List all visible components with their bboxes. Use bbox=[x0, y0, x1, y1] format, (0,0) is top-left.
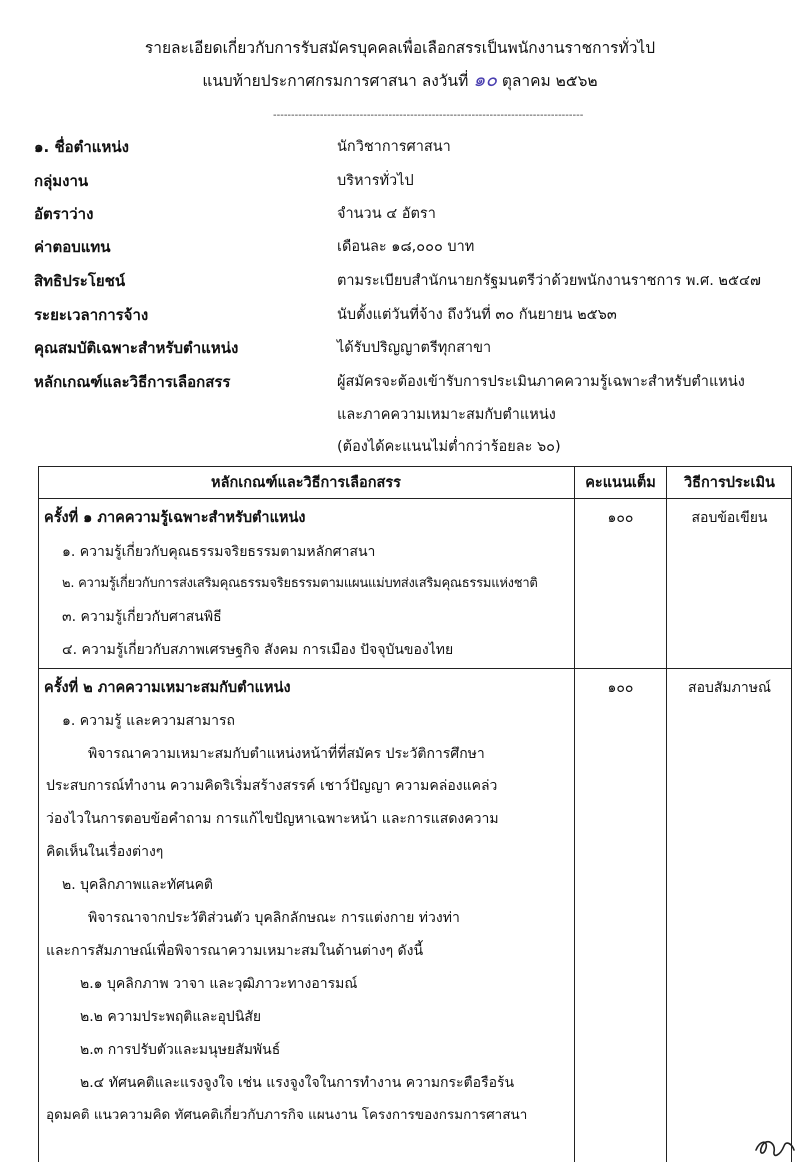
info-row-position bbox=[34, 132, 794, 162]
info-row-pay bbox=[34, 232, 794, 262]
position-value: นักวิชาการศาสนา bbox=[337, 139, 451, 155]
table-header-bottom-rule bbox=[38, 498, 792, 499]
info-row-criteria bbox=[34, 367, 794, 397]
section2-line: ๒.๒ ความประพฤติและอุปนิสัย bbox=[80, 1009, 262, 1025]
document-subtitle bbox=[0, 70, 800, 91]
benefit-value: ตามระเบียบสำนักนายกรัฐมนตรีว่าด้วยพนักงานราชการ พ.ศ. ๒๕๔๗ bbox=[337, 273, 761, 289]
pay-label: ค่าตอบแทน bbox=[34, 238, 111, 256]
vacancy-label: อัตราว่าง bbox=[34, 205, 94, 223]
group-value: บริหารทั่วไป bbox=[337, 173, 414, 189]
section1-method: สอบข้อเขียน bbox=[691, 510, 768, 526]
section2-line: ๒. บุคลิกภาพและทัศนคติ bbox=[62, 877, 214, 893]
section2-line: ๑. ความรู้ และความสามารถ bbox=[62, 713, 236, 729]
section2-line: และการสัมภาษณ์เพื่อพิจารณาความเหมาะสมในด้านต่างๆ ดังนี้ bbox=[46, 943, 424, 959]
info-row-benefit bbox=[34, 266, 794, 296]
subtitle-suffix: ตุลาคม ๒๕๖๒ bbox=[496, 72, 598, 90]
section2-line: พิจารณาความเหมาะสมกับตำแหน่งหน้าที่ที่สมัคร ประวัติการศึกษา bbox=[88, 746, 485, 762]
group-label: กลุ่มงาน bbox=[34, 172, 89, 190]
section2-line: ๒.๓ การปรับตัวและมนุษยสัมพันธ์ bbox=[80, 1042, 281, 1058]
table-section-rule bbox=[38, 668, 792, 669]
handwritten-initials-mark bbox=[752, 1132, 796, 1162]
vacancy-value: จำนวน ๔ อัตรา bbox=[337, 206, 436, 222]
section2-line: ๒.๑ บุคลิกภาพ วาจา และวุฒิภาวะทางอารมณ์ bbox=[80, 976, 358, 992]
section2-title: ครั้งที่ ๒ ภาคความเหมาะสมกับตำแหน่ง bbox=[44, 680, 291, 696]
table-divider-score bbox=[574, 466, 575, 1162]
section2-line: พิจารณาจากประวัติส่วนตัว บุคลิกลักษณะ การแต่งกาย ท่วงท่า bbox=[88, 910, 460, 926]
column-header-method: วิธีการประเมิน bbox=[684, 475, 775, 491]
column-header-criteria: หลักเกณฑ์และวิธีการเลือกสรร bbox=[211, 475, 401, 491]
pay-value: เดือนละ ๑๘,๐๐๐ บาท bbox=[337, 239, 475, 255]
table-divider-method bbox=[666, 466, 667, 1162]
column-header-score: คะแนนเต็ม bbox=[585, 475, 656, 491]
qualification-label: คุณสมบัติเฉพาะสำหรับตำแหน่ง bbox=[34, 339, 239, 357]
section2-score: ๑๐๐ bbox=[607, 680, 634, 696]
info-row-period bbox=[34, 300, 794, 330]
benefit-label: สิทธิประโยชน์ bbox=[34, 272, 126, 290]
section1-item: ๒. ความรู้เกี่ยวกับการส่งเสริมคุณธรรมจริยธรรมตามแผนแม่บทส่งเสริมคุณธรรมแห่งชาติ bbox=[62, 576, 538, 591]
section1-item: ๑. ความรู้เกี่ยวกับคุณธรรมจริยธรรมตามหลักศาสนา bbox=[62, 544, 376, 560]
period-label: ระยะเวลาการจ้าง bbox=[34, 306, 149, 324]
section2-line: อุดมคติ แนวความคิด ทัศนคติเกี่ยวกับภารกิจ แผนงาน โครงการของกรมการศาสนา bbox=[46, 1107, 528, 1123]
section2-method: สอบสัมภาษณ์ bbox=[688, 680, 771, 696]
criteria-value-line-2: และภาคความเหมาะสมกับตำแหน่ง bbox=[337, 407, 556, 423]
criteria-value: ผู้สมัครจะต้องเข้ารับการประเมินภาคความรู้เฉพาะสำหรับตำแหน่ง bbox=[337, 374, 745, 390]
section1-title: ครั้งที่ ๑ ภาคความรู้เฉพาะสำหรับตำแหน่ง bbox=[44, 510, 306, 526]
header-divider: -------------------------------------------------------------------------------------- bbox=[273, 110, 584, 121]
section2-line: ประสบการณ์ทำงาน ความคิดริเริ่มสร้างสรรค์ เชาว์ปัญญา ความคล่องแคล่ว bbox=[46, 778, 498, 794]
section2-line: คิดเห็นในเรื่องต่างๆ bbox=[46, 844, 164, 860]
criteria-value-line-3: (ต้องได้คะแนนไม่ต่ำกว่าร้อยละ ๖๐) bbox=[337, 439, 561, 455]
handwritten-day: ๑๐ bbox=[473, 69, 497, 91]
position-label: ๑. ชื่อตำแหน่ง bbox=[34, 138, 129, 156]
subtitle-prefix: แนบท้ายประกาศกรมการศาสนา ลงวันที่ bbox=[202, 72, 474, 90]
section2-line: ว่องไวในการตอบข้อคำถาม การแก้ไขปัญหาเฉพาะหน้า และการแสดงความ bbox=[46, 811, 499, 827]
section2-line: ๒.๔ ทัศนคติและแรงจูงใจ เช่น แรงจูงใจในการทำงาน ความกระตือรือร้น bbox=[80, 1075, 515, 1091]
section1-item: ๔. ความรู้เกี่ยวกับสภาพเศรษฐกิจ สังคม การเมือง ปัจจุบันของไทย bbox=[62, 642, 454, 658]
period-value: นับตั้งแต่วันที่จ้าง ถึงวันที่ ๓๐ กันยายน ๒๕๖๓ bbox=[337, 307, 617, 323]
info-row-qualification bbox=[34, 333, 794, 363]
section1-item: ๓. ความรู้เกี่ยวกับศาสนพิธี bbox=[62, 609, 222, 625]
qualification-value: ได้รับปริญญาตรีทุกสาขา bbox=[337, 340, 492, 356]
document-title: รายละเอียดเกี่ยวกับการรับสมัครบุคคลเพื่อเลือกสรรเป็นพนักงานราชการทั่วไป bbox=[144, 39, 656, 57]
info-row-group bbox=[34, 166, 794, 196]
section1-score: ๑๐๐ bbox=[607, 510, 634, 526]
criteria-label: หลักเกณฑ์และวิธีการเลือกสรร bbox=[34, 373, 231, 391]
info-row-vacancy bbox=[34, 199, 794, 229]
